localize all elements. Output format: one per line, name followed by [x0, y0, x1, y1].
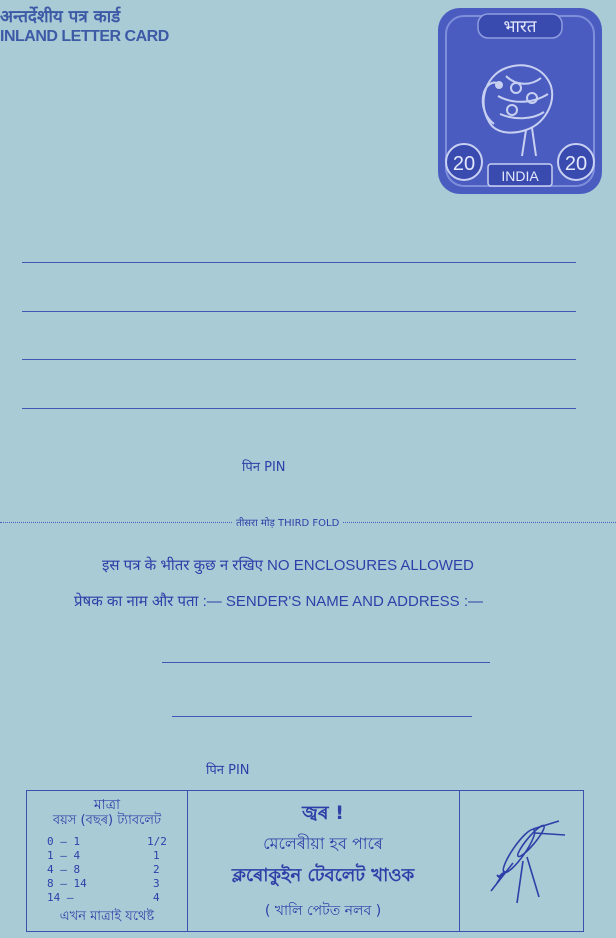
pin-label-bottom: पिन PIN	[206, 763, 250, 778]
dose-tablets: 4	[153, 891, 160, 904]
stamp-country-native: भारत	[503, 17, 537, 37]
pin-label-top: पिन PIN	[242, 460, 286, 475]
sender-line-2	[172, 716, 472, 717]
malaria-ad-box	[26, 790, 584, 932]
sender-line-1	[162, 662, 490, 663]
postage-stamp	[436, 6, 604, 196]
ad-divider-2	[459, 791, 460, 931]
dose-tablets: 3	[153, 877, 160, 890]
dose-age: 4 – 8	[47, 863, 81, 876]
no-enclosures-notice: इस पत्र के भीतर कुछ न रखिए NO ENCLOSURES ALLOWED	[102, 557, 474, 574]
dose-age: 14 –	[47, 891, 74, 904]
address-line-4	[22, 408, 576, 409]
address-line-1	[22, 262, 576, 263]
address-line-2	[22, 311, 576, 312]
ad-headline: জ্বৰ !	[302, 802, 344, 824]
address-line-3	[22, 359, 576, 360]
sender-label: प्रेषक का नाम और पता :— SENDER'S NAME AND ADDRESS :—	[74, 593, 484, 610]
stamp-value-right: 20	[564, 153, 588, 175]
ad-line-3: ( খালি পেটত নলব )	[264, 903, 382, 919]
dose-header: বয়স (বছৰ) ট্যাবলেট	[52, 813, 162, 828]
dose-age: 0 – 1	[47, 835, 81, 848]
stamp-value-left: 20	[452, 153, 476, 175]
dose-age: 8 – 14	[47, 877, 87, 890]
ad-line-2: ক্লৰোকুইন টেবলেট খাওক	[231, 865, 415, 886]
dose-footer: এখন মাত্ৰাই যথেষ্ট	[59, 909, 155, 924]
title-hindi: अन्तर्देशीय पत्र कार्ड	[0, 7, 121, 27]
mosquito-icon	[467, 811, 573, 911]
dose-title: মাত্রা	[93, 797, 121, 813]
dose-tablets: 1	[153, 849, 160, 862]
dose-age: 1 – 4	[47, 849, 81, 862]
dose-tablets: 1/2	[147, 835, 167, 848]
dose-tablets: 2	[153, 863, 160, 876]
stamp-graphic	[436, 6, 604, 196]
ad-line-1: মেলেৰীয়া হব পাৰে	[263, 834, 383, 853]
third-fold-label: तीसरा मोड़ THIRD FOLD	[232, 515, 343, 529]
title-english: INLAND LETTER CARD	[0, 28, 169, 45]
stamp-country-english: INDIA	[501, 168, 539, 184]
